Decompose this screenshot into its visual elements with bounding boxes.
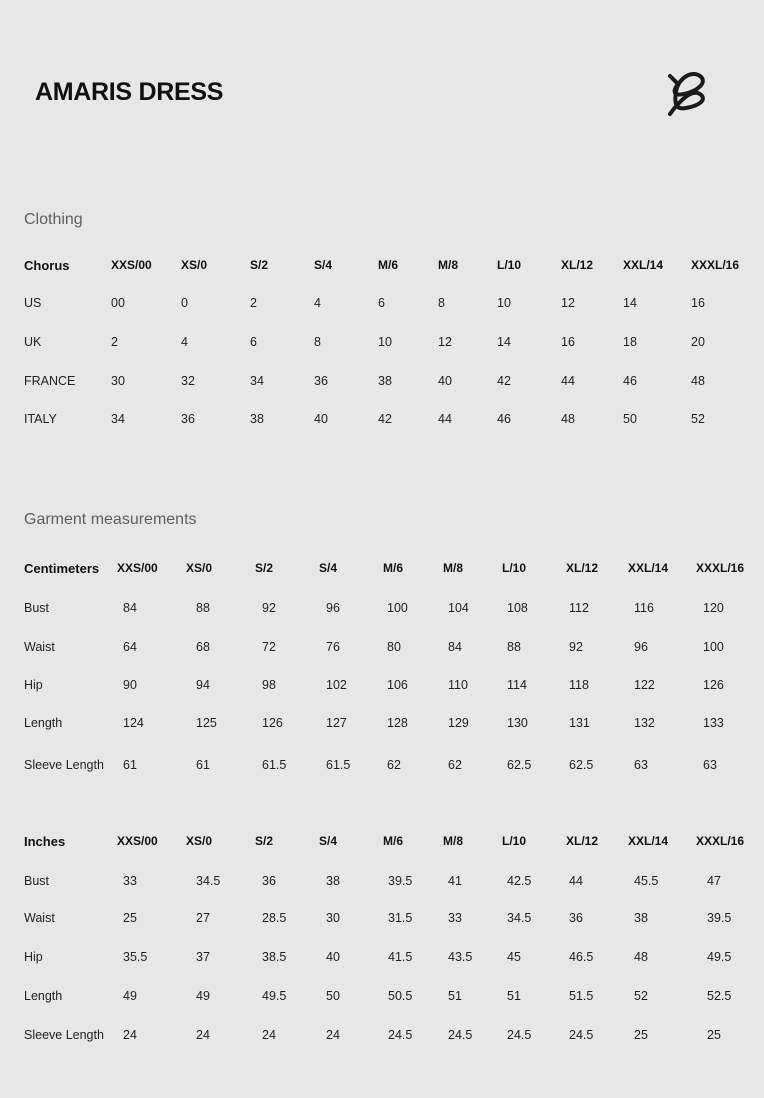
size-column-header: XS/0 [181, 258, 208, 272]
size-value-cell: 61 [123, 758, 137, 772]
size-value-cell: 39.5 [707, 911, 732, 925]
table-row [0, 716, 764, 736]
size-value-cell: 00 [111, 296, 125, 310]
size-column-header: XL/12 [566, 834, 599, 848]
row-label: Sleeve Length [24, 758, 104, 772]
row-label: Hip [24, 678, 43, 692]
size-value-cell: 122 [634, 678, 655, 692]
size-value-cell: 6 [378, 296, 385, 310]
size-value-cell: 63 [703, 758, 717, 772]
size-column-header: XL/12 [561, 258, 594, 272]
size-value-cell: 62.5 [569, 758, 594, 772]
size-value-cell: 46 [623, 374, 637, 388]
size-value-cell: 30 [326, 911, 340, 925]
size-value-cell: 50 [623, 412, 637, 426]
size-value-cell: 45 [507, 950, 521, 964]
page-title: AMARIS DRESS [35, 78, 224, 106]
size-value-cell: 24.5 [448, 1028, 473, 1042]
size-value-cell: 34.5 [507, 911, 532, 925]
size-value-cell: 51.5 [569, 989, 594, 1003]
size-value-cell: 45.5 [634, 874, 659, 888]
size-value-cell: 24.5 [388, 1028, 413, 1042]
size-value-cell: 96 [634, 640, 648, 654]
size-column-header: M/6 [383, 834, 404, 848]
size-value-cell: 110 [448, 678, 468, 692]
size-value-cell: 50 [326, 989, 340, 1003]
row-label: Waist [24, 640, 55, 654]
size-value-cell: 126 [262, 716, 283, 730]
size-value-cell: 33 [448, 911, 462, 925]
size-value-cell: 52 [634, 989, 648, 1003]
size-column-header: XL/12 [566, 561, 599, 575]
size-column-header: S/4 [314, 258, 333, 272]
size-column-header: S/2 [255, 561, 274, 575]
size-value-cell: 46.5 [569, 950, 594, 964]
size-value-cell: 31.5 [388, 911, 413, 925]
table-row [0, 989, 764, 1009]
size-value-cell: 131 [569, 716, 590, 730]
size-value-cell: 90 [123, 678, 137, 692]
size-column-header: M/8 [438, 258, 459, 272]
size-value-cell: 48 [561, 412, 575, 426]
size-column-header: XXL/14 [628, 561, 669, 575]
size-value-cell: 62.5 [507, 758, 532, 772]
size-value-cell: 35.5 [123, 950, 148, 964]
size-value-cell: 108 [507, 601, 528, 615]
size-value-cell: 33 [123, 874, 137, 888]
size-value-cell: 92 [262, 601, 276, 615]
size-value-cell: 48 [691, 374, 705, 388]
size-value-cell: 25 [707, 1028, 721, 1042]
table-row [0, 950, 764, 970]
size-value-cell: 112 [569, 601, 589, 615]
size-value-cell: 2 [111, 335, 118, 349]
table-row [0, 678, 764, 698]
size-value-cell: 36 [314, 374, 328, 388]
size-value-cell: 47 [707, 874, 721, 888]
size-value-cell: 52 [691, 412, 705, 426]
brand-loop-c-icon [664, 70, 712, 120]
size-value-cell: 2 [250, 296, 257, 310]
size-column-header: M/6 [378, 258, 399, 272]
size-column-header: M/8 [443, 561, 464, 575]
size-value-cell: 38 [326, 874, 340, 888]
size-column-header: M/6 [383, 561, 404, 575]
size-value-cell: 24.5 [569, 1028, 594, 1042]
size-value-cell: 44 [561, 374, 575, 388]
size-value-cell: 10 [497, 296, 511, 310]
size-value-cell: 88 [507, 640, 521, 654]
size-value-cell: 80 [387, 640, 401, 654]
size-value-cell: 36 [569, 911, 583, 925]
size-value-cell: 116 [634, 601, 654, 615]
row-label: FRANCE [24, 374, 76, 388]
size-value-cell: 49.5 [262, 989, 287, 1003]
size-value-cell: 96 [326, 601, 340, 615]
table-row [0, 335, 764, 355]
size-value-cell: 25 [634, 1028, 648, 1042]
table-corner-label: Chorus [24, 258, 70, 273]
size-value-cell: 24 [196, 1028, 210, 1042]
row-label: US [24, 296, 42, 310]
size-value-cell: 44 [569, 874, 583, 888]
size-value-cell: 34 [250, 374, 264, 388]
size-value-cell: 104 [448, 601, 469, 615]
table-header-row [0, 561, 764, 581]
row-label: Sleeve Length [24, 1028, 104, 1042]
size-column-header: XXS/00 [111, 258, 152, 272]
size-value-cell: 27 [196, 911, 210, 925]
size-value-cell: 64 [123, 640, 137, 654]
size-value-cell: 124 [123, 716, 144, 730]
size-value-cell: 102 [326, 678, 347, 692]
size-column-header: XXL/14 [623, 258, 664, 272]
size-value-cell: 62 [448, 758, 462, 772]
size-value-cell: 38 [250, 412, 264, 426]
size-value-cell: 120 [703, 601, 724, 615]
row-label: Length [24, 716, 63, 730]
size-value-cell: 34.5 [196, 874, 221, 888]
row-label: Length [24, 989, 63, 1003]
size-value-cell: 40 [326, 950, 340, 964]
table-row [0, 296, 764, 316]
size-value-cell: 88 [196, 601, 210, 615]
size-column-header: L/10 [502, 561, 527, 575]
size-value-cell: 0 [181, 296, 188, 310]
size-value-cell: 133 [703, 716, 724, 730]
size-value-cell: 43.5 [448, 950, 473, 964]
size-value-cell: 37 [196, 950, 210, 964]
size-value-cell: 12 [561, 296, 575, 310]
size-value-cell: 61.5 [326, 758, 351, 772]
size-value-cell: 41.5 [388, 950, 413, 964]
size-value-cell: 128 [387, 716, 408, 730]
row-label: Bust [24, 874, 50, 888]
size-value-cell: 30 [111, 374, 125, 388]
size-value-cell: 38 [634, 911, 648, 925]
size-column-header: XS/0 [186, 834, 213, 848]
row-label: Hip [24, 950, 43, 964]
size-value-cell: 118 [569, 678, 589, 692]
size-value-cell: 40 [438, 374, 452, 388]
size-value-cell: 49.5 [707, 950, 732, 964]
size-column-header: XXXL/16 [691, 258, 740, 272]
size-value-cell: 38 [378, 374, 392, 388]
table-row [0, 911, 764, 931]
table-row [0, 640, 764, 660]
size-value-cell: 10 [378, 335, 392, 349]
size-value-cell: 34 [111, 412, 125, 426]
size-value-cell: 36 [181, 412, 195, 426]
size-value-cell: 84 [123, 601, 137, 615]
size-value-cell: 8 [314, 335, 321, 349]
table-header-row [0, 834, 764, 854]
table-row [0, 601, 764, 621]
size-column-header: L/10 [497, 258, 522, 272]
size-column-header: XXS/00 [117, 834, 158, 848]
table-row [0, 412, 764, 432]
size-value-cell: 24 [262, 1028, 276, 1042]
size-column-header: XXXL/16 [696, 834, 745, 848]
size-column-header: L/10 [502, 834, 527, 848]
size-value-cell: 48 [634, 950, 648, 964]
table-corner-label: Centimeters [24, 561, 100, 576]
size-value-cell: 84 [448, 640, 462, 654]
size-column-header: XXS/00 [117, 561, 158, 575]
size-value-cell: 106 [387, 678, 408, 692]
size-value-cell: 38.5 [262, 950, 287, 964]
size-column-header: S/4 [319, 834, 338, 848]
table-header-row [0, 258, 764, 278]
size-value-cell: 6 [250, 335, 257, 349]
size-value-cell: 130 [507, 716, 528, 730]
size-value-cell: 42.5 [507, 874, 532, 888]
size-value-cell: 20 [691, 335, 705, 349]
size-value-cell: 100 [703, 640, 724, 654]
size-value-cell: 127 [326, 716, 347, 730]
size-value-cell: 72 [262, 640, 276, 654]
size-value-cell: 125 [196, 716, 217, 730]
size-column-header: M/8 [443, 834, 464, 848]
size-value-cell: 16 [691, 296, 705, 310]
size-value-cell: 114 [507, 678, 527, 692]
size-column-header: XXL/14 [628, 834, 669, 848]
size-value-cell: 49 [123, 989, 137, 1003]
size-value-cell: 36 [262, 874, 276, 888]
size-value-cell: 76 [326, 640, 340, 654]
size-column-header: XXXL/16 [696, 561, 745, 575]
section-title-garment-measurements: Garment measurements [24, 511, 197, 528]
size-value-cell: 32 [181, 374, 195, 388]
size-value-cell: 42 [378, 412, 392, 426]
size-value-cell: 61.5 [262, 758, 287, 772]
table-row [0, 758, 764, 778]
size-value-cell: 68 [196, 640, 210, 654]
size-value-cell: 94 [196, 678, 210, 692]
size-column-header: S/4 [319, 561, 338, 575]
size-value-cell: 24 [123, 1028, 137, 1042]
size-value-cell: 49 [196, 989, 210, 1003]
size-value-cell: 41 [448, 874, 462, 888]
size-value-cell: 14 [497, 335, 511, 349]
size-value-cell: 44 [438, 412, 452, 426]
size-value-cell: 24.5 [507, 1028, 532, 1042]
size-value-cell: 16 [561, 335, 575, 349]
size-value-cell: 39.5 [388, 874, 413, 888]
table-row [0, 1028, 764, 1048]
size-value-cell: 8 [438, 296, 445, 310]
size-value-cell: 12 [438, 335, 452, 349]
size-column-header: XS/0 [186, 561, 213, 575]
row-label: Waist [24, 911, 55, 925]
size-value-cell: 14 [623, 296, 637, 310]
size-value-cell: 129 [448, 716, 469, 730]
size-value-cell: 100 [387, 601, 408, 615]
size-value-cell: 52.5 [707, 989, 732, 1003]
size-value-cell: 132 [634, 716, 655, 730]
table-row [0, 874, 764, 894]
size-value-cell: 46 [497, 412, 511, 426]
size-value-cell: 51 [448, 989, 462, 1003]
size-value-cell: 126 [703, 678, 724, 692]
row-label: ITALY [24, 412, 57, 426]
size-value-cell: 4 [314, 296, 321, 310]
size-value-cell: 63 [634, 758, 648, 772]
section-title-clothing: Clothing [24, 211, 83, 228]
row-label: Bust [24, 601, 50, 615]
size-value-cell: 4 [181, 335, 188, 349]
size-value-cell: 25 [123, 911, 137, 925]
size-value-cell: 61 [196, 758, 210, 772]
table-row [0, 374, 764, 394]
size-value-cell: 40 [314, 412, 328, 426]
size-value-cell: 62 [387, 758, 401, 772]
size-value-cell: 50.5 [388, 989, 413, 1003]
size-value-cell: 42 [497, 374, 511, 388]
table-corner-label: Inches [24, 834, 66, 849]
size-value-cell: 51 [507, 989, 521, 1003]
size-value-cell: 92 [569, 640, 583, 654]
size-value-cell: 28.5 [262, 911, 287, 925]
row-label: UK [24, 335, 42, 349]
size-column-header: S/2 [250, 258, 269, 272]
size-value-cell: 24 [326, 1028, 340, 1042]
size-value-cell: 18 [623, 335, 637, 349]
size-column-header: S/2 [255, 834, 274, 848]
size-value-cell: 98 [262, 678, 276, 692]
